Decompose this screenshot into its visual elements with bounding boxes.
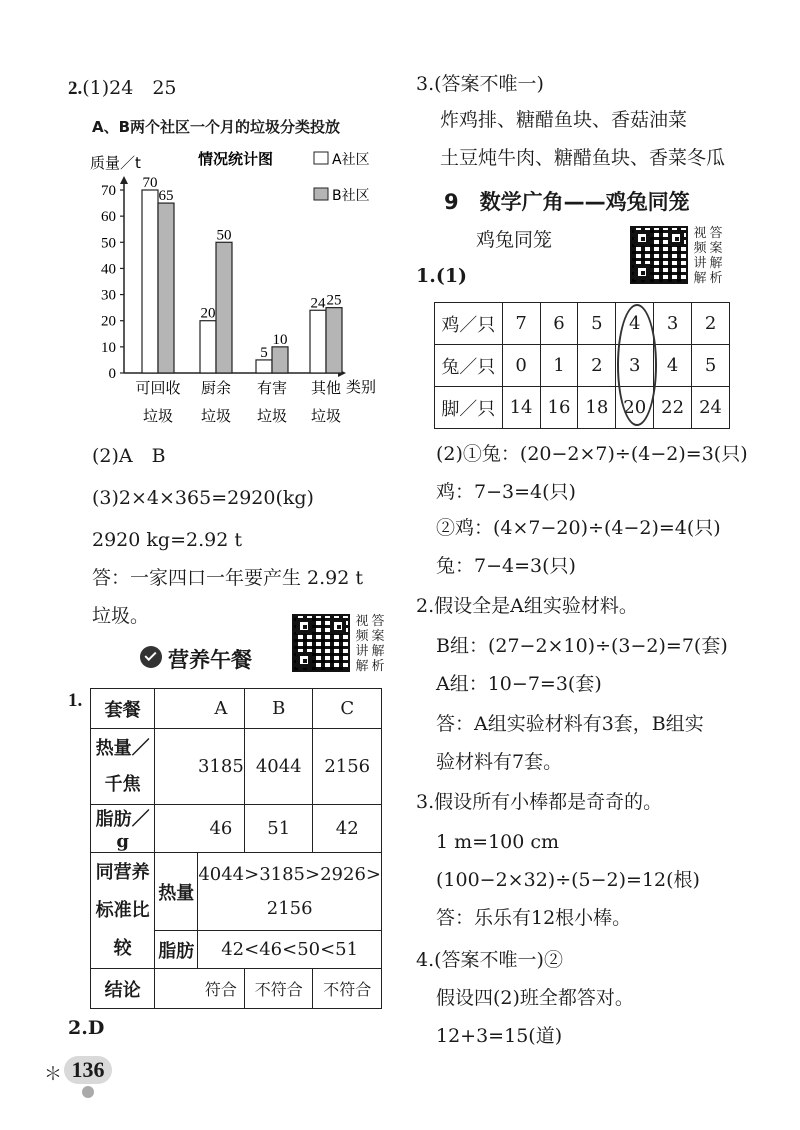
answer-4-calculation: 12+3=15(道) (436, 1025, 563, 1047)
table-cell: C (313, 689, 382, 729)
qr-caption: 视 答 频 案 讲 解 解 析 (693, 226, 723, 286)
bar-value-label: 50 (216, 227, 232, 244)
legend-label: B社区 (332, 188, 370, 204)
table-cell: 2156 (313, 729, 382, 805)
y-tick-label: 70 (101, 183, 116, 199)
table-cell: 51 (244, 805, 313, 853)
table-cell: 符合 (198, 969, 245, 1009)
question-1-header: 1.(1) (416, 265, 468, 287)
category-label: 厨余 (200, 379, 232, 397)
answer-2-conclusion-line2: 垃圾。 (92, 605, 150, 627)
bar-value-label: 20 (200, 305, 216, 322)
answer-2-2: (2)A B (92, 445, 166, 467)
y-tick-label: 0 (108, 366, 116, 382)
bar-value-label: 24 (310, 295, 326, 312)
y-axis-label: 质量／t (90, 154, 141, 172)
bar (326, 308, 342, 373)
answer-4-header: 4.(答案不唯一)② (416, 949, 563, 971)
category-label: 有害 (256, 379, 288, 397)
answer-2-assumption: 2.假设全是A组实验材料。 (416, 595, 638, 617)
table-cell: 套餐 (91, 689, 155, 729)
section-bullet-icon (140, 646, 162, 668)
chart-bars (135, 175, 342, 425)
table-cell: 16 (540, 387, 578, 429)
chicken-rabbit-table (434, 302, 730, 429)
category-label: 其他 (310, 379, 342, 397)
table-cell: 结论 (91, 969, 155, 1009)
bar (310, 310, 326, 373)
answer-2-conversion: 2920 kg=2.92 t (92, 529, 242, 551)
table-cell: 5 (578, 303, 616, 345)
table-cell: 脂肪 (155, 931, 198, 969)
category-label: 垃圾 (200, 407, 232, 425)
table-cell: 3 (654, 303, 692, 345)
bar (158, 203, 174, 373)
table-row (91, 969, 382, 1009)
table-cell: 4 (654, 345, 692, 387)
answer-3-assumption: 3.假设所有小棒都是奇奇的。 (416, 791, 663, 813)
answer-3-line1: 炸鸡排、糖醋鱼块、香菇油菜 (440, 109, 688, 131)
table-cell (155, 729, 198, 805)
bar (272, 347, 288, 373)
qr-caption: 视 答 频 案 讲 解 解 析 (355, 614, 385, 674)
table-cell: 46 (198, 805, 245, 853)
section-title: 营养午餐 (168, 648, 252, 672)
table-cell: 20 (616, 387, 654, 429)
star-mark: ＊ (44, 1064, 62, 1085)
table-cell: 不符合 (244, 969, 313, 1009)
bar-value-label: 10 (272, 331, 288, 348)
legend-swatch (314, 152, 328, 164)
question-2-answer: 2.D (68, 1017, 105, 1039)
bar-value-label: 65 (158, 188, 174, 205)
table-cell: 7 (502, 303, 540, 345)
page-dot-decoration (82, 1086, 94, 1098)
table-cell (155, 805, 198, 853)
answer-2-conclusion-line1: 答：A组实验材料有3套，B组实 (436, 713, 704, 735)
answer-2-3: (3)2×4×365=2920(kg) (92, 487, 314, 509)
legend-label: A社区 (332, 152, 370, 168)
y-tick-label: 20 (101, 313, 116, 330)
answer-3-calculation: (100−2×32)÷(5−2)=12(根) (436, 869, 700, 891)
nutrition-table (90, 688, 382, 1009)
category-label: 可回收 (135, 379, 181, 397)
page-number: 136 (64, 1056, 112, 1084)
unit-title: 9 数学广角——鸡兔同笼 (444, 190, 690, 214)
table-cell: 兔／只 (435, 345, 503, 387)
table-cell: 6 (540, 303, 578, 345)
table-cell: 4 (616, 303, 654, 345)
table-row (91, 853, 382, 931)
table-cell: B (244, 689, 313, 729)
bar-value-label: 25 (326, 292, 342, 309)
y-tick-label: 50 (101, 235, 116, 252)
category-label: 垃圾 (142, 407, 174, 425)
answer-1-2-method2-rabbit: 兔：7−4=3(只) (436, 555, 576, 577)
table-cell (155, 969, 198, 1009)
y-tick-label: 60 (101, 209, 116, 226)
answer-2-group-a: A组：10−7=3(套) (436, 673, 602, 695)
table-row (435, 345, 730, 387)
table-cell: 脚／只 (435, 387, 503, 429)
table-cell: 22 (654, 387, 692, 429)
bar (216, 242, 232, 373)
table-cell: 18 (578, 387, 616, 429)
question-1-number: 1. (68, 690, 83, 711)
question-3-header: 3.(答案不唯一) (416, 73, 544, 95)
table-cell: 1 (540, 345, 578, 387)
answer-1-2-method2-chicken: ②鸡：(4×7−20)÷(4−2)=4(只) (436, 517, 721, 539)
chart-subtitle: 情况统计图 (198, 150, 274, 168)
bar (200, 321, 216, 373)
bar-chart (70, 140, 400, 440)
bar-value-label: 5 (260, 344, 268, 361)
x-axis-label: 类别 (346, 378, 377, 396)
table-cell: 2 (578, 345, 616, 387)
table-cell: 热量／ 千焦 (91, 729, 155, 805)
table-cell: 42 (313, 805, 382, 853)
bar-value-label: 70 (142, 175, 158, 191)
y-axis-arrow (120, 176, 128, 184)
answer-1-2-rabbit: (2)①兔：(20−2×7)÷(4−2)=3(只) (436, 443, 748, 465)
answer-3-line2: 土豆炖牛肉、糖醋鱼块、香菜冬瓜 (440, 147, 726, 169)
answer-4-assumption: 假设四(2)班全都答对。 (436, 987, 634, 1009)
answer-2-conclusion-line2: 验材料有7套。 (436, 751, 563, 773)
answer-1-2-chicken: 鸡：7−3=4(只) (436, 481, 576, 503)
table-cell: 脂肪／g (91, 805, 155, 853)
question-2-header: 2.(1)24 25 (68, 77, 177, 99)
answer-2-conclusion-line1: 答：一家四口一年要产生 2.92 t (92, 567, 364, 589)
table-row (91, 689, 382, 729)
legend-swatch (314, 188, 328, 200)
table-cell: 4044 (244, 729, 313, 805)
bar (256, 360, 272, 373)
table-cell: 0 (502, 345, 540, 387)
table-cell: 3 (616, 345, 654, 387)
y-tick-label: 10 (101, 339, 116, 356)
table-cell: 2 (692, 303, 730, 345)
y-tick-label: 40 (101, 261, 116, 278)
table-row (91, 805, 382, 853)
table-cell: 4044>3185>2926> 2156 (198, 853, 382, 931)
table-cell: A (198, 689, 245, 729)
table-cell: 热量 (155, 853, 198, 931)
answer-2-group-b: B组：(27−2×10)÷(3−2)=7(套) (436, 635, 728, 657)
category-label: 垃圾 (256, 407, 288, 425)
table-cell (155, 689, 198, 729)
table-cell: 5 (692, 345, 730, 387)
table-cell: 鸡／只 (435, 303, 503, 345)
answer-3-conversion: 1 m=100 cm (436, 831, 560, 853)
table-cell: 14 (502, 387, 540, 429)
answer-3-conclusion: 答：乐乐有12根小棒。 (436, 907, 632, 929)
table-cell: 不符合 (313, 969, 382, 1009)
table-cell: 同营养 标准比 较 (91, 853, 155, 969)
table-cell: 3185 (198, 729, 245, 805)
table-row (435, 303, 730, 345)
qr-code-icon[interactable] (292, 614, 350, 672)
bar (142, 190, 158, 373)
table-row (435, 387, 730, 429)
category-label: 垃圾 (310, 407, 342, 425)
legend (314, 152, 370, 204)
table-cell: 24 (692, 387, 730, 429)
y-tick-label: 30 (101, 287, 116, 304)
table-cell: 42<46<50<51 (198, 931, 382, 969)
chart-title: A、B两个社区一个月的垃圾分类投放 (92, 118, 341, 136)
table-row (91, 729, 382, 805)
qr-code-icon[interactable] (630, 226, 688, 284)
answer-highlight-ellipse (617, 304, 657, 426)
subsection-title: 鸡兔同笼 (476, 229, 553, 251)
